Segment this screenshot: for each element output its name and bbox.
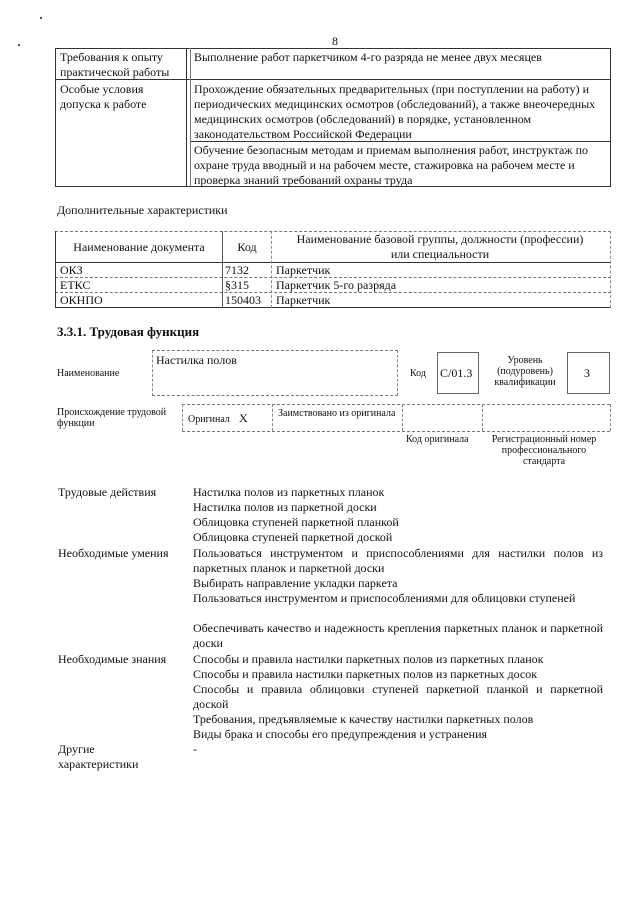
knowledge-item: Способы и правила облицовки ступеней паркетной планкой и паркетной доской xyxy=(193,682,603,711)
additional-row-oknpo-name: Паркетчик xyxy=(276,293,331,307)
additional-row-oknpo-code: 150403 xyxy=(225,293,261,307)
additional-row-okz-code: 7132 xyxy=(225,263,249,277)
additional-header-code: Код xyxy=(237,240,257,254)
function-code-value: C/01.3 xyxy=(440,366,473,380)
admission-label: Особые условия допуска к работе xyxy=(60,82,147,111)
function-name-value: Настилка полов xyxy=(156,353,237,367)
qualification-level-label: Уровень (подуровень) квалификации xyxy=(494,355,556,388)
labor-action-item: Облицовка ступеней паркетной планкой xyxy=(193,515,399,529)
additional-row-okz-name: Паркетчик xyxy=(276,263,331,277)
origin-box-sep1 xyxy=(182,404,183,431)
labor-action-item: Настилка полов из паркетных планок xyxy=(193,485,385,499)
reg-number-caption: Регистрационный номер профессионального стандарта xyxy=(491,434,597,467)
additional-characteristics-title: Дополнительные характеристики xyxy=(57,203,228,217)
experience-label: Требования к опыту практической работы xyxy=(60,50,170,79)
origin-label: Происхождение трудовой функции xyxy=(57,407,167,429)
origin-box-sep3 xyxy=(402,404,403,431)
skill-item: Обеспечивать качество и надежность крепления паркетных планок и паркетной доски xyxy=(193,621,603,650)
additional-row-oknpo-doc: ОКНПО xyxy=(60,293,103,307)
section-heading: 3.3.1. Трудовая функция xyxy=(57,324,200,339)
origin-box-top xyxy=(182,404,610,405)
function-name-label: Наименование xyxy=(57,368,120,379)
additional-row-etks-doc: ЕТКС xyxy=(60,278,91,292)
origin-box-sep2 xyxy=(272,404,273,431)
skill-item: Пользоваться инструментом и приспособлениями для настилки полов из паркетных планок и паркетной доски xyxy=(193,546,603,575)
borrowed-label: Заимствовано из оригинала xyxy=(278,408,396,419)
additional-row-okz-doc: ОКЗ xyxy=(60,263,83,277)
knowledge-item: Способы и правила настилки паркетных полов из паркетных планок xyxy=(193,652,544,666)
additional-row-etks-code: §315 xyxy=(225,278,249,292)
required-knowledge-label: Необходимые знания xyxy=(58,652,167,666)
other-characteristics-value: - xyxy=(193,742,197,756)
function-name-box-right xyxy=(397,350,398,396)
other-characteristics-label: Другие характеристики xyxy=(58,742,139,771)
function-name-box-bottom xyxy=(152,395,398,396)
origin-box-bottom xyxy=(182,431,610,432)
original-mark: X xyxy=(239,411,248,425)
original-label: Оригинал xyxy=(188,414,230,425)
additional-header-document: Наименование документа xyxy=(73,240,205,254)
admission-medical-value: Прохождение обязательных предварительных (при поступлении на работу) и периодических медицинских осмотров (обследований), а также внеочередных медицинских осмотров (обследований) в порядке, установленном законодательством Российской Федерации xyxy=(194,82,596,141)
qualification-level-value: 3 xyxy=(584,366,590,380)
required-skills-label: Необходимые умения xyxy=(58,546,169,560)
knowledge-item: Способы и правила настилки паркетных полов из паркетных досок xyxy=(193,667,538,681)
scan-speck xyxy=(40,17,42,19)
function-name-box-left xyxy=(152,350,153,396)
additional-row-etks-name: Паркетчик 5-го разряда xyxy=(276,278,397,292)
page-number: 8 xyxy=(332,34,338,48)
origin-box-sep4 xyxy=(482,404,483,431)
function-name-box-top xyxy=(152,350,398,351)
experience-value: Выполнение работ паркетчиком 4-го разряда не менее двух месяцев xyxy=(194,50,542,64)
knowledge-item: Виды брака и способы его предупреждения и устранения xyxy=(193,727,488,741)
labor-actions-label: Трудовые действия xyxy=(58,485,157,499)
admission-training-value: Обучение безопасным методам и приемам выполнения работ, инструктаж по охране труда вводный и на рабочем месте, стажировка на рабочем месте и проверка знаний требований охраны труда xyxy=(194,143,589,187)
labor-action-item: Облицовка ступеней паркетной доской xyxy=(193,530,393,544)
additional-header-group-name: Наименование базовой группы, должности (профессии) или специальности xyxy=(296,232,584,261)
knowledge-item: Требования, предъявляемые к качеству настилки паркетных полов xyxy=(193,712,534,726)
function-code-label: Код xyxy=(410,368,426,379)
origin-code-caption: Код оригинала xyxy=(406,434,469,445)
labor-action-item: Настилка полов из паркетной доски xyxy=(193,500,377,514)
skill-item: Пользоваться инструментом и приспособлениями для облицовки ступеней xyxy=(193,591,576,605)
scan-speck xyxy=(18,44,20,46)
origin-box-sep5 xyxy=(610,404,611,431)
skill-item: Выбирать направление укладки паркета xyxy=(193,576,398,590)
